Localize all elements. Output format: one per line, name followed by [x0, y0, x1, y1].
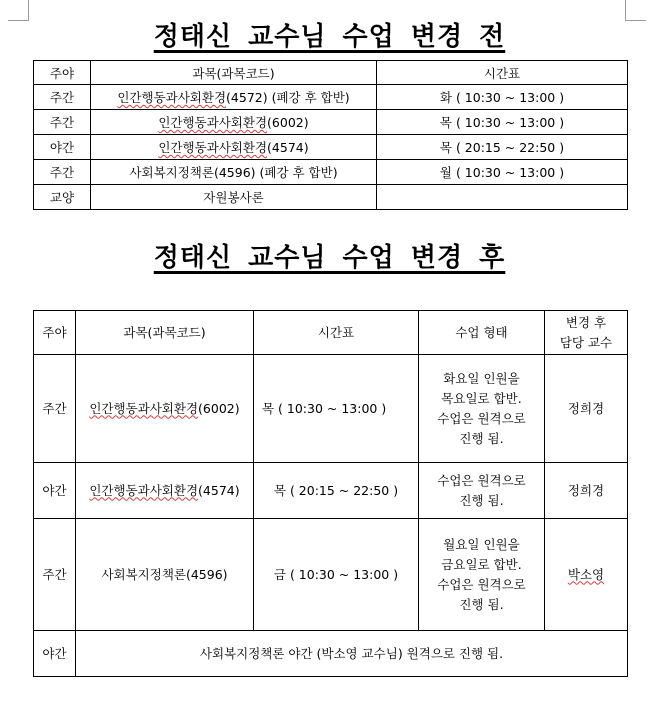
professor-cell: 정희경: [545, 355, 628, 463]
header-course: 과목(과목코드): [76, 311, 254, 355]
format-cell: 월요일 인원을 금요일로 합반. 수업은 원격으로 진행 됨.: [419, 519, 545, 631]
shift-cell: 주간: [34, 85, 91, 110]
table-row: [34, 519, 628, 631]
shift-cell: 야간: [34, 135, 91, 160]
time-cell: 목 ( 10:30 ~ 13:00 ): [377, 110, 628, 135]
course-cell: 인간행동과사회환경(4574): [91, 135, 377, 160]
table-row: [34, 110, 628, 135]
time-cell: 목 ( 20:15 ~ 22:50 ): [377, 135, 628, 160]
table-row: [34, 85, 628, 110]
course-cell: 자원봉사론: [91, 185, 377, 210]
time-cell: 화 ( 10:30 ~ 13:00 ): [377, 85, 628, 110]
header-shift: 주야: [34, 61, 91, 85]
course-cell: 인간행동과사회환경(4572) (폐강 후 합반): [91, 85, 377, 110]
title-after-change: 정태신 교수님 수업 변경 후: [153, 243, 506, 273]
professor-cell: 정희경: [545, 463, 628, 519]
time-cell: [377, 185, 628, 210]
table-row: [34, 135, 628, 160]
shift-cell: 주간: [34, 110, 91, 135]
time-cell: 목 ( 20:15 ~ 22:50 ): [254, 463, 419, 519]
title-before-change: 정태신 교수님 수업 변경 전: [153, 22, 506, 52]
shift-cell: 야간: [34, 631, 76, 677]
note-row: [34, 631, 628, 677]
format-cell: 수업은 원격으로 진행 됨.: [419, 463, 545, 519]
table-row: [34, 185, 628, 210]
time-cell: 금 ( 10:30 ~ 13:00 ): [254, 519, 419, 631]
shift-cell: 교양: [34, 185, 91, 210]
table-header-row: [34, 311, 628, 355]
header-format: 수업 형태: [419, 311, 545, 355]
shift-cell: 주간: [34, 519, 76, 631]
table-row: [34, 355, 628, 463]
after-schedule-table: [33, 310, 628, 677]
time-cell: 목 ( 10:30 ~ 13:00 ): [254, 355, 419, 463]
page-corner-mark-left: [8, 0, 29, 21]
header-time: 시간표: [377, 61, 628, 85]
time-cell: 월 ( 10:30 ~ 13:00 ): [377, 160, 628, 185]
note-cell: 사회복지정책론 야간 (박소영 교수님) 원격으로 진행 됨.: [76, 631, 628, 677]
header-professor: 변경 후 담당 교수: [545, 311, 628, 355]
table-row: [34, 463, 628, 519]
course-cell: 사회복지정책론(4596): [76, 519, 254, 631]
page-corner-mark-right: [625, 0, 646, 21]
course-cell: 사회복지정책론(4596) (폐강 후 합반): [91, 160, 377, 185]
professor-cell: 박소영: [545, 519, 628, 631]
format-cell: 화요일 인원을 목요일로 합반. 수업은 원격으로 진행 됨.: [419, 355, 545, 463]
table-row: [34, 160, 628, 185]
course-cell: 인간행동과사회환경(6002): [91, 110, 377, 135]
before-schedule-table: [33, 60, 628, 210]
header-shift: 주야: [34, 311, 76, 355]
header-course: 과목(과목코드): [91, 61, 377, 85]
shift-cell: 야간: [34, 463, 76, 519]
table-header-row: [34, 61, 628, 85]
header-time: 시간표: [254, 311, 419, 355]
shift-cell: 주간: [34, 355, 76, 463]
course-cell: 인간행동과사회환경(6002): [76, 355, 254, 463]
course-cell: 인간행동과사회환경(4574): [76, 463, 254, 519]
shift-cell: 주간: [34, 160, 91, 185]
